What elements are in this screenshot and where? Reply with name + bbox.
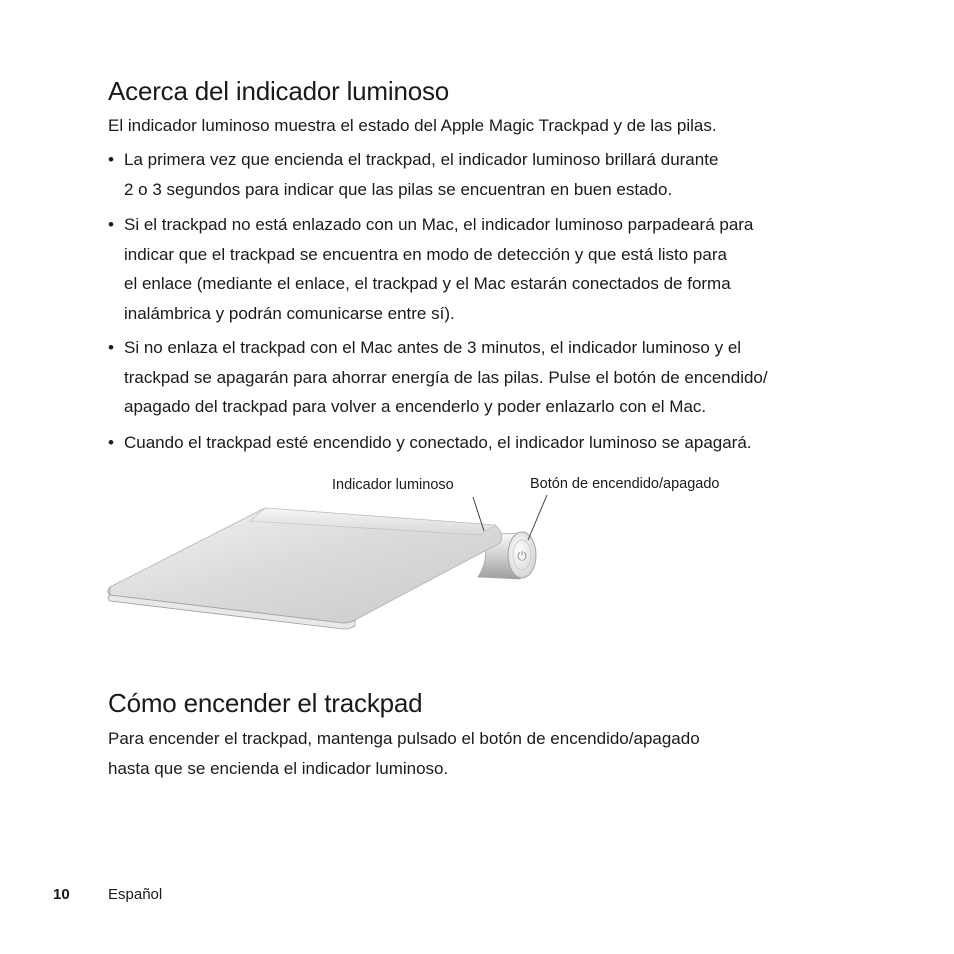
bullet-item: [108, 428, 868, 458]
bullet-dot: •: [108, 215, 114, 234]
footer-language: Español: [108, 886, 163, 903]
power-leader-line: [528, 495, 547, 540]
bullet-item: [108, 333, 868, 422]
bullet-item: [108, 210, 868, 328]
bullet-text-line: Si el trackpad no está enlazado con un Mac, el indicador luminoso parpadeará para: [124, 215, 754, 234]
bullet-text-line: La primera vez que encienda el trackpad, el indicador luminoso brillará durante: [124, 150, 719, 169]
section-title-power-on: Cómo encender el trackpad: [108, 688, 423, 718]
power-on-paragraph-line: Para encender el trackpad, mantenga pulsado el botón de encendido/apagado: [108, 729, 700, 748]
bullet-text-line: inalámbrica y podrán comunicarse entre sí).: [124, 303, 455, 323]
bullet-text-line: Cuando el trackpad esté encendido y conectado, el indicador luminoso se apagará.: [124, 433, 752, 452]
bullet-text-line: 2 o 3 segundos para indicar que las pilas se encuentran en buen estado.: [124, 179, 673, 199]
trackpad-illustration: [100, 495, 560, 640]
callout-power-label: Botón de encendido/apagado: [530, 476, 720, 492]
page-number: 10: [53, 886, 70, 903]
section-title-indicator: Acerca del indicador luminoso: [108, 76, 450, 106]
power-icon: ⏻: [517, 549, 527, 563]
bullet-dot: •: [108, 338, 114, 357]
bullet-item: [108, 145, 868, 204]
bullet-text-line: trackpad se apagarán para ahorrar energía de las pilas. Pulse el botón de encendido/: [124, 367, 768, 387]
bullet-text-line: indicar que el trackpad se encuentra en modo de detección y que está listo para: [124, 244, 727, 264]
bullet-text-line: Si no enlaza el trackpad con el Mac antes de 3 minutos, el indicador luminoso y el: [124, 338, 742, 357]
bullet-dot: •: [108, 150, 114, 169]
intro-paragraph: El indicador luminoso muestra el estado del Apple Magic Trackpad y de las pilas.: [108, 116, 717, 135]
bullet-text-line: el enlace (mediante el enlace, el trackpad y el Mac estarán conectados de forma: [124, 274, 731, 293]
power-on-paragraph-line: hasta que se encienda el indicador luminoso.: [108, 759, 449, 778]
callout-indicator-label: Indicador luminoso: [332, 477, 454, 493]
bullet-dot: •: [108, 433, 114, 452]
bullet-text-line: apagado del trackpad para volver a encenderlo y poder enlazarlo con el Mac.: [124, 397, 707, 416]
